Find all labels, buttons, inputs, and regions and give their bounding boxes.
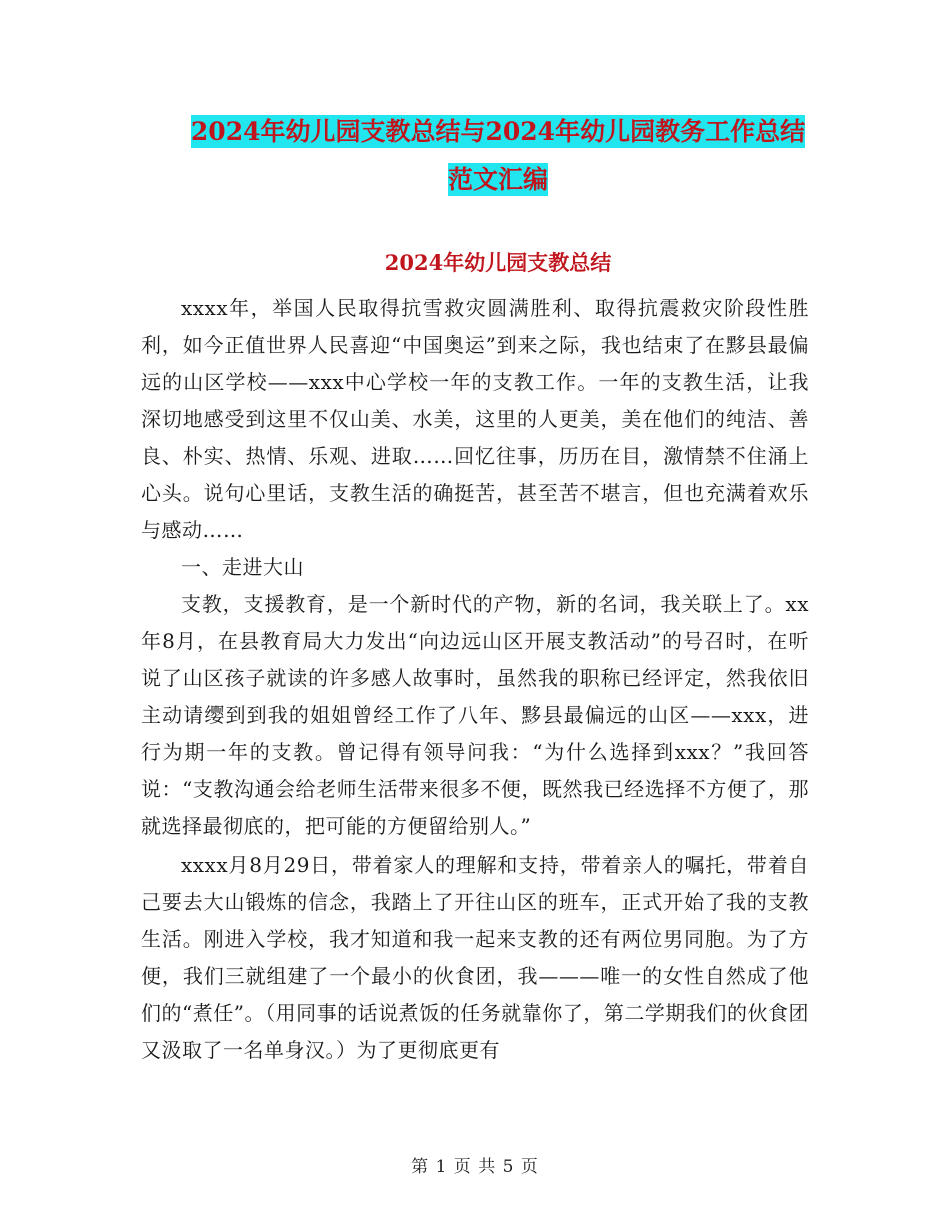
section-title: 2024年幼儿园支教总结 (384, 250, 612, 275)
subheading-into-mountains: 一、走进大山 (181, 555, 304, 579)
document-body (141, 290, 809, 1069)
document-title (140, 108, 856, 204)
document-title-line-1: 2024年幼儿园支教总结与2024年幼儿园教务工作总结 (190, 117, 806, 146)
document-title-line-2: 范文汇编 (447, 165, 548, 194)
paragraph-intro: xxxx年，举国人民取得抗雪救灾圆满胜利、取得抗震救灾阶段性胜利，如今正值世界人民喜迎“中国奥运”到来之际，我也结束了在黟县最偏远的山区学校——xxx中心学校一年的支教工作。一年的支教生活，让我深切地感受到这里不仅山美、水美，这里的人更美，美在他们的纯洁、善良、朴实、热情、乐观、进取……回忆往事，历历在目，激情禁不住涌上心头。说句心里话，支教生活的确挺苦，甚至苦不堪言，但也充满着欢乐与感动…… (141, 296, 809, 542)
paragraph-arrival: xxxx月8月29日，带着家人的理解和支持，带着亲人的嘱托，带着自己要去大山锻炼的信念，我踏上了开往山区的班车，正式开始了我的支教生活。刚进入学校，我才知道和我一起来支教的还有两位男同胞。为了方便，我们三就组建了一个最小的伙食团，我———唯一的女性自然成了他们的“煮任”。（用同事的话说煮饭的任务就靠你了，第二学期我们的伙食团又汲取了一名单身汉。）为了更彻底更有 (141, 853, 809, 1062)
page-footer: 第 1 页 共 5 页 (411, 1157, 539, 1177)
paragraph-volunteer: 支教，支援教育，是一个新时代的产物，新的名词，我关联上了。xx年8月，在县教育局大力发出“向边远山区开展支教活动”的号召时，在听说了山区孩子就读的许多感人故事时，虽然我的职称已经评定，然我依旧主动请缨到到我的姐姐曾经工作了八年、黟县最偏远的山区——xxx，进行为期一年的支教。曾记得有领导问我：“为什么选择到xxx？”我回答说：“支教沟通会给老师生活带来很多不便，既然我已经选择不方便了，那就选择最彻底的，把可能的方便留给别人。” (141, 592, 809, 838)
